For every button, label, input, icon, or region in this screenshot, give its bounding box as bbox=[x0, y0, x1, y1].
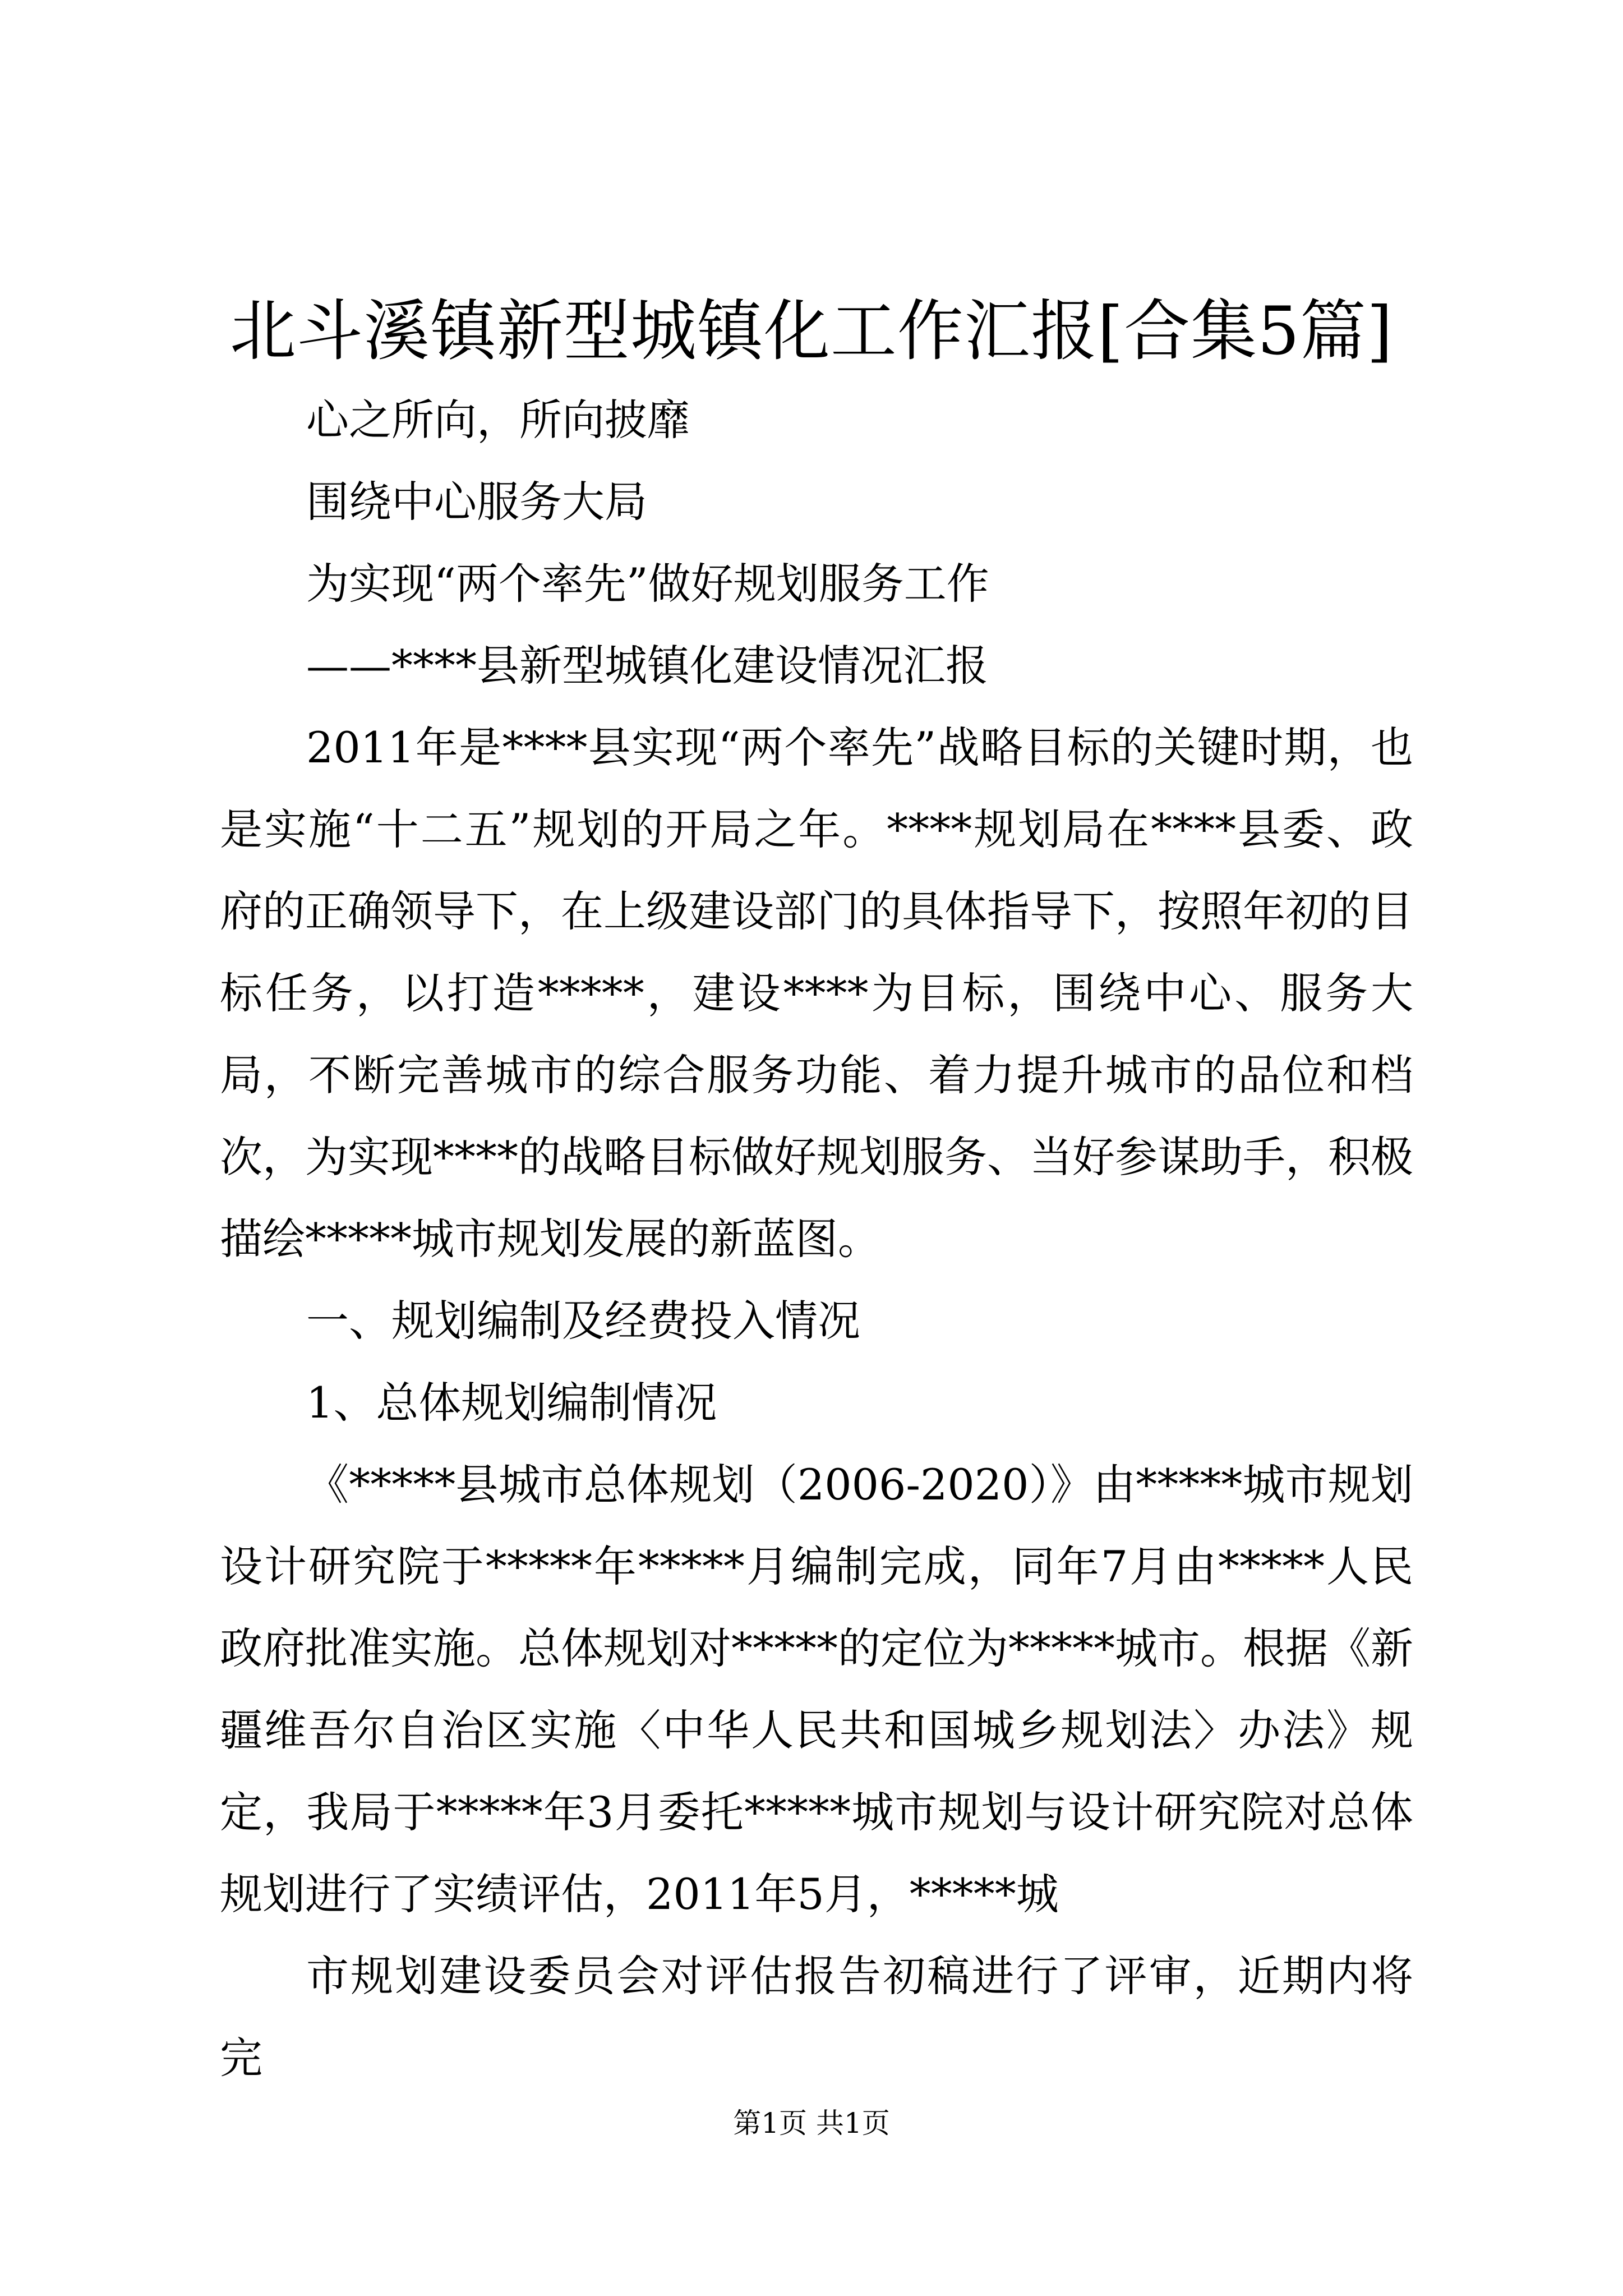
section-heading: 一、规划编制及经费投入情况 bbox=[306, 1296, 860, 1346]
paragraph-plan: 《*****县城市总体规划（2006-2020）》由*****城市规划设计研究院于*****年*****月编制完成，同年7月由*****人民政府批准实施。总体规划对*****的定位为*****城市。根据《新疆维吾尔自治区实施〈中华人民共和国城乡规划法〉办法》规定，我局于*****年3月委托*****城市规划与设计研究院对总体规划进行了实绩评估，2011年5月，*****城 bbox=[220, 1460, 1413, 1919]
paragraph-motto: 心之所向，所向披靡 bbox=[306, 395, 690, 445]
document-title: 北斗溪镇新型城镇化工作汇报[合集5篇] bbox=[229, 292, 1394, 370]
paragraph-heading-1: 围绕中心服务大局 bbox=[306, 477, 647, 527]
paragraph-subtitle: ——****县新型城镇化建设情况汇报 bbox=[306, 641, 988, 691]
paragraph-continued: 市规划建设委员会对评估报告初稿进行了评审，近期内将完 bbox=[220, 1951, 1413, 2083]
subsection-heading: 1、总体规划编制情况 bbox=[306, 1378, 717, 1428]
document-body bbox=[220, 379, 1413, 2099]
page-footer: 第1页 共1页 bbox=[733, 2107, 890, 2139]
paragraph-intro: 2011年是****县实现“两个率先”战略目标的关键时期，也是实施“十二五”规划的开局之年。****规划局在****县委、政府的正确领导下，在上级建设部门的具体指导下，按照年初的目标任务，以打造*****，建设****为目标，围绕中心、服务大局，不断完善城市的综合服务功能、着力提升城市的品位和档次，为实现****的战略目标做好规划服务、当好参谋助手，积极描绘*****城市规划发展的新蓝图。 bbox=[220, 723, 1413, 1264]
paragraph-heading-2: 为实现“两个率先”做好规划服务工作 bbox=[306, 559, 989, 609]
